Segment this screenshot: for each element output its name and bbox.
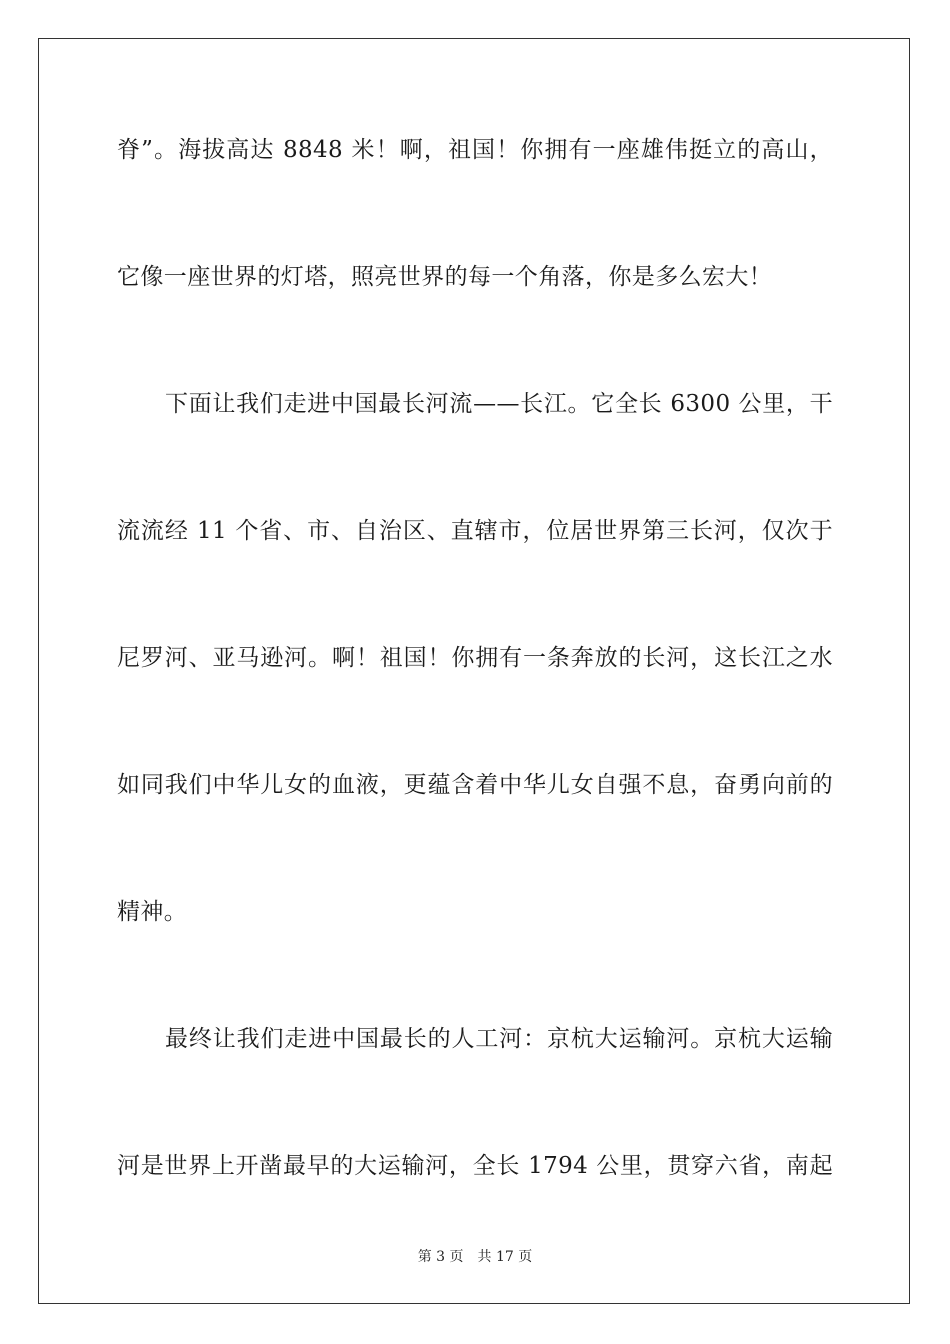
text-line: 它像一座世界的灯塔，照亮世界的每一个角落，你是多么宏大！: [117, 264, 773, 290]
text-line: 精神。: [117, 899, 188, 925]
page-number: 第 3 页: [417, 1249, 464, 1265]
text-line: 河是世界上开凿最早的大运输河，全长 1794 公里，贯穿六省，南起: [117, 1153, 833, 1179]
page-footer: [0, 1248, 950, 1266]
text-line: 尼罗河、亚马逊河。啊！祖国！你拥有一条奔放的长河，这长江之水: [117, 645, 833, 671]
text-line: 流流经 11 个省、市、自治区、直辖市，位居世界第三长河，仅次于: [117, 518, 833, 544]
paragraph-start-line: 最终让我们走进中国最长的人工河：京杭大运输河。京杭大运输: [165, 1026, 833, 1052]
text-line: 如同我们中华儿女的血液，更蕴含着中华儿女自强不息，奋勇向前的: [117, 772, 833, 798]
text-line: 脊”。海拔高达 8848 米！啊，祖国！你拥有一座雄伟挺立的高山，: [117, 137, 833, 163]
paragraph-start-line: 下面让我们走进中国最长河流——长江。它全长 6300 公里，干: [165, 391, 833, 417]
page-total: 共 17 页: [477, 1249, 533, 1265]
